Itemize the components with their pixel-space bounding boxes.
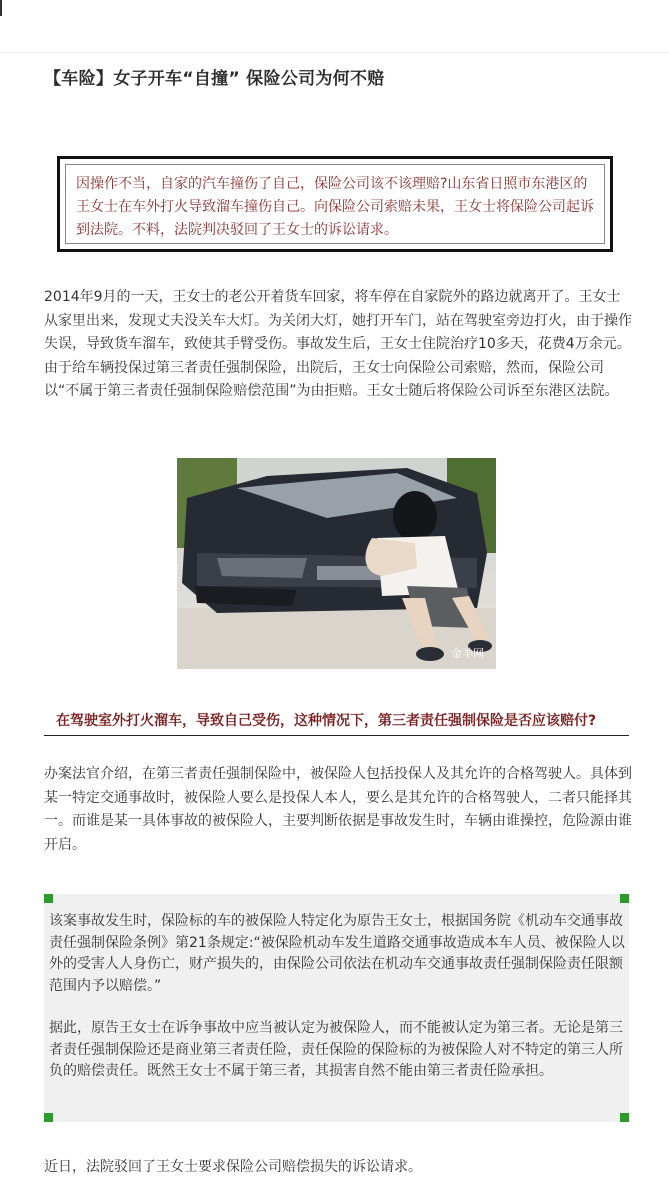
article-title: 【车险】女子开车“自撞” 保险公司为何不赔 (44, 69, 385, 89)
corner-marker (44, 1113, 53, 1122)
corner-marker (44, 894, 53, 903)
corner-marker (620, 894, 629, 903)
paragraph-incident: 2014年9月的一天，王女士的老公开着货车回家，将车停在自家院外的路边就离开了。王女士从家里出来，发现丈夫没关车大灯。为关闭大灯，她打开车门，站在驾驶室旁边打火，由于操作失误，导致货车溜车，致使其手臂受伤。事故发生后，王女士住院治疗10多天，花费4万余元。由于给车辆投保过第三者责任强制保险，出院后，王女士向保险公司索赔，然而，保险公司以“不属于第三者责任强制保险赔偿范围”为由拒赔。王女士随后将保险公司诉至东港区法院。 (44, 289, 632, 399)
quoted-analysis-box (44, 894, 629, 1122)
subheading-block (44, 710, 629, 736)
analysis-paragraph-conclusion: 据此，原告王女士在诉争事故中应当被认定为被保险人，而不能被认定为第三者。无论是第三者责任强制保险还是商业第三者责任险，责任保险的保险标的为被保险人对不特定的第三人所负的赔偿责任。既然王女士不属于第三者，其损害自然不能由第三者责任险承担。 (49, 1020, 623, 1079)
photo-watermark: 金羊网 (451, 647, 484, 660)
summary-box (57, 156, 613, 252)
corner-marker (620, 1113, 629, 1122)
subheading: 在驾驶室外打火溜车，导致自己受伤，这种情况下，第三者责任强制保险是否应该赔付? (56, 713, 597, 729)
closing-paragraph: 近日，法院驳回了王女士要求保险公司赔偿损失的诉讼请求。 (44, 1159, 422, 1175)
top-bar (0, 0, 669, 53)
accident-photo (177, 458, 496, 669)
analysis-paragraph-regulation: 该案事故发生时，保险标的车的被保险人特定化为原告王女士，根据国务院《机动车交通事故责任强制保险条例》第21条规定:“被保险机动车发生道路交通事故造成本车人员、被保险人以外的受害人人身伤亡，财产损失的，由保险公司依法在机动车交通事故责任强制保险责任限额范围内予以赔偿。” (49, 913, 625, 994)
summary-text: 因操作不当，自家的汽车撞伤了自己，保险公司该不该理赔?山东省日照市东港区的王女士在车外打火导致溜车撞伤自己。向保险公司索赔未果，王女士将保险公司起诉到法院。不料，法院判决驳回了王女士的诉讼请求。 (76, 176, 594, 238)
summary-inner-border (65, 164, 605, 244)
top-bar-marker (0, 0, 2, 16)
paragraph-judge-explanation: 办案法官介绍，在第三者责任强制保险中，被保险人包括投保人及其允许的合格驾驶人。具体到某一特定交通事故时，被保险人要么是投保人本人，要么是其允许的合格驾驶人，二者只能择其一。而谁是某一具体事故的被保险人，主要判断依据是事故发生时，车辆由谁操控，危险源由谁开启。 (44, 766, 632, 853)
